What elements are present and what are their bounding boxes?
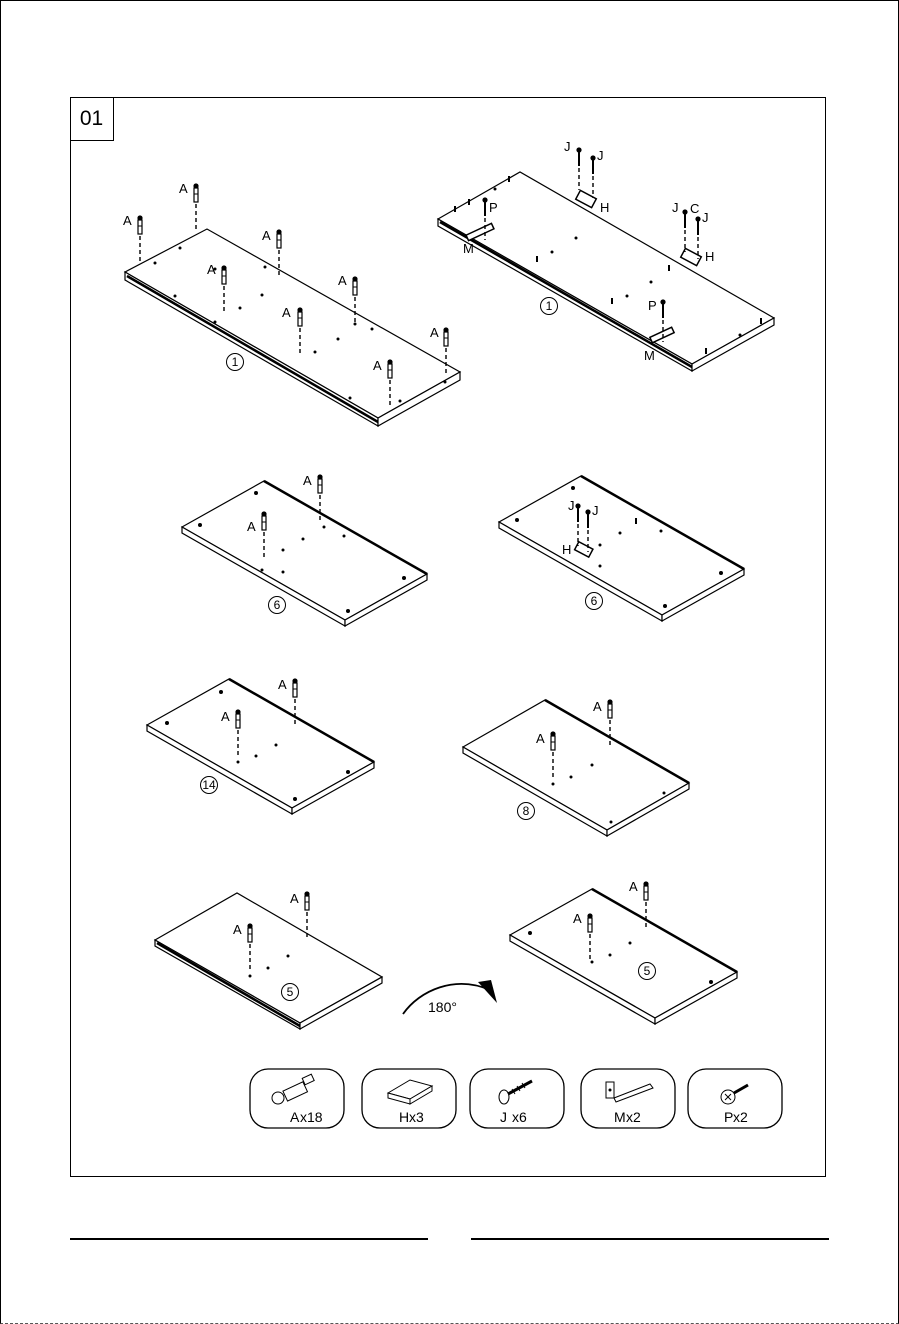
label-bracket: M	[644, 348, 655, 363]
label-screw: J	[702, 210, 709, 225]
panel-number: 6	[273, 598, 281, 612]
hardware-legend	[250, 1069, 782, 1128]
label-dowel: A	[338, 273, 347, 288]
panel-number: 5	[286, 985, 294, 999]
label-hinge: H	[600, 200, 610, 215]
rotate-arrow-icon	[403, 980, 497, 1015]
panel-number: 6	[590, 594, 598, 608]
label-dowel: A	[282, 305, 291, 320]
label-dowel: A	[221, 709, 230, 724]
panel-number: 1	[231, 355, 239, 369]
step-number: 01	[70, 97, 114, 141]
hardware-qty: x2	[733, 1109, 748, 1125]
hardware-item-m	[581, 1069, 675, 1128]
label-cam: C	[690, 201, 700, 216]
label-screw: J	[564, 139, 571, 154]
label-hinge: H	[705, 249, 715, 264]
hardware-item-h	[362, 1069, 456, 1128]
label-screw: J	[672, 200, 679, 215]
label-dowel: A	[247, 519, 256, 534]
hardware-code: J	[500, 1109, 507, 1125]
label-dowel: A	[233, 922, 242, 937]
label-dowel: A	[290, 891, 299, 906]
label-dowel: A	[536, 731, 545, 746]
panel-6-left	[182, 473, 427, 626]
hardware-code: M	[614, 1109, 626, 1125]
panel-number: 14	[202, 778, 216, 792]
panel-1-right	[438, 139, 774, 371]
panel-number: 8	[522, 804, 530, 818]
label-screw: J	[597, 148, 604, 163]
label-screw: J	[568, 498, 575, 513]
hardware-qty: x18	[300, 1109, 323, 1125]
label-pin: P	[489, 200, 498, 215]
hardware-qty: x2	[626, 1109, 641, 1125]
hardware-qty: x3	[409, 1109, 424, 1125]
panel-6-right	[499, 476, 744, 621]
label-dowel: A	[430, 325, 439, 340]
hardware-item-a	[250, 1069, 344, 1128]
label-screw: J	[592, 503, 599, 518]
label-dowel: A	[207, 262, 216, 277]
footer-line-left	[70, 1238, 428, 1240]
label-pin: P	[648, 298, 657, 313]
rotation-label: 180°	[428, 999, 457, 1015]
label-dowel: A	[629, 879, 638, 894]
label-hinge: H	[562, 542, 572, 557]
footer-line-right	[471, 1238, 829, 1240]
label-dowel: A	[303, 473, 312, 488]
hardware-code: H	[399, 1109, 410, 1125]
hardware-code: P	[724, 1109, 734, 1125]
hardware-qty: x6	[512, 1109, 527, 1125]
panel-5-right	[510, 879, 737, 1024]
label-dowel: A	[262, 228, 271, 243]
label-dowel: A	[278, 677, 287, 692]
label-dowel: A	[373, 358, 382, 373]
panel-number: 5	[643, 964, 651, 978]
panel-5-left	[155, 891, 382, 1029]
hardware-item-p	[688, 1069, 782, 1128]
hardware-item-j	[470, 1069, 564, 1128]
label-dowel: A	[179, 181, 188, 196]
panel-number: 1	[545, 299, 553, 313]
label-dowel: A	[593, 699, 602, 714]
panel-8	[463, 699, 689, 836]
label-dowel: A	[573, 911, 582, 926]
panel-14	[147, 677, 374, 814]
panel-1-left	[123, 181, 460, 426]
label-bracket: M	[463, 241, 474, 256]
hardware-code: A	[290, 1109, 300, 1125]
label-dowel: A	[123, 213, 132, 228]
